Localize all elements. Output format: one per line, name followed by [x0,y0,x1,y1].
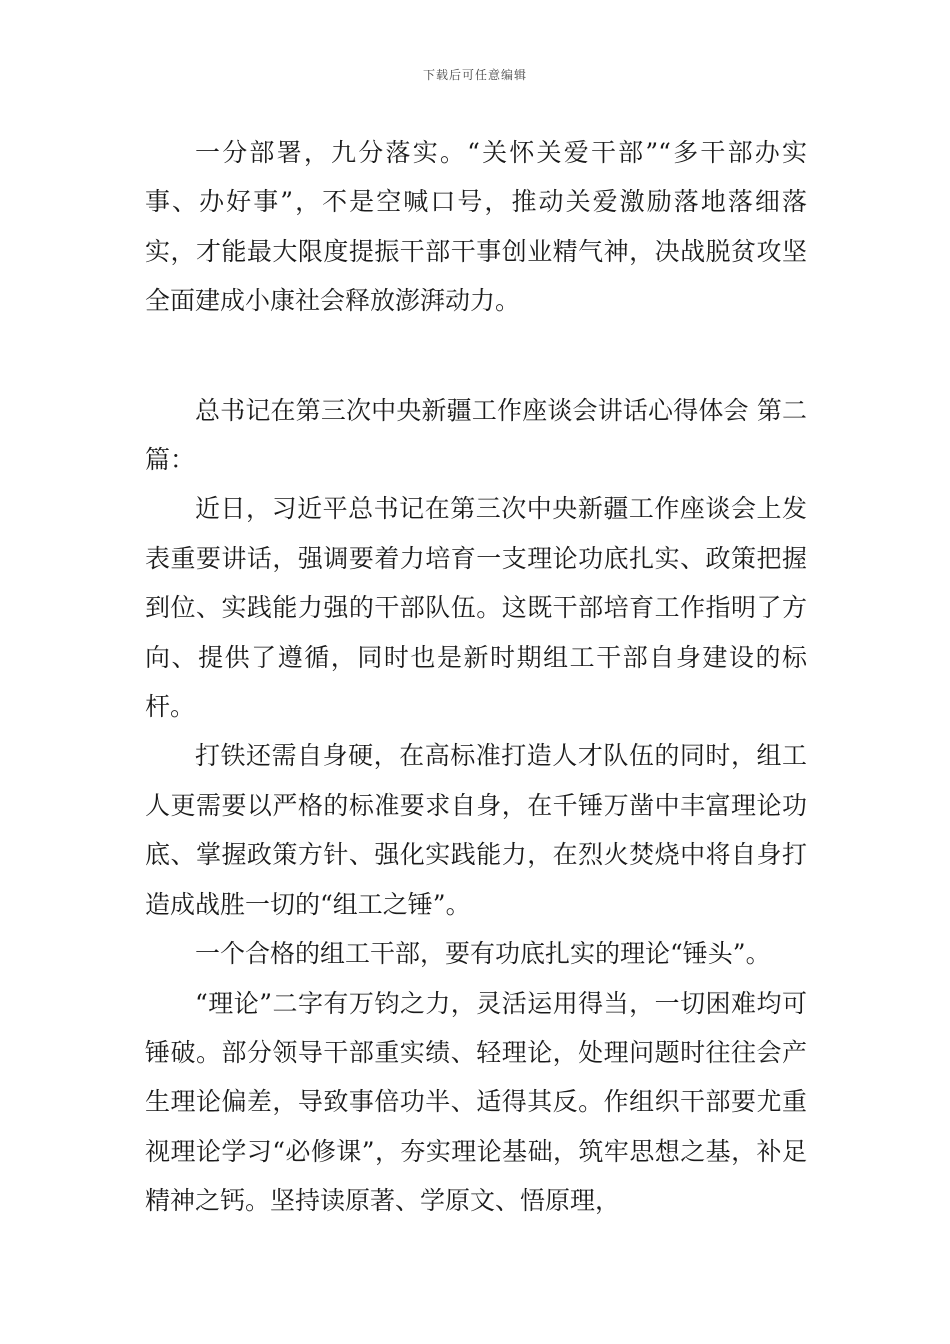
section-heading: 总书记在第三次中央新疆工作座谈会讲话心得体会 第二篇： [145,395,807,475]
document-body [145,128,807,1226]
paragraph-implementation: 一分部署，九分落实。“关怀关爱干部”“多干部办实事、办好事”，不是空喊口号，推动关爱激励落地落细落实，才能最大限度提振干部干事创业精气神，决战脱贫攻坚全面建成小康社会释放澎湃动力。 [145,138,807,316]
section-gap [145,326,807,386]
paragraph-speech: 近日，习近平总书记在第三次中央新疆工作座谈会上发表重要讲话，强调要着力培育一支理论功底扎实、政策把握到位、实践能力强的干部队伍。这既干部培育工作指明了方向、提供了遵循，同时也是新时期组工干部自身建设的标杆。 [145,494,807,722]
paragraph-theory-hammer: 一个合格的组工干部，要有功底扎实的理论“锤头”。 [195,939,771,969]
page-header: 下载后可任意编辑 [422,68,527,82]
paragraph-self-discipline: 打铁还需自身硬，在高标准打造人才队伍的同时，组工人更需要以严格的标准要求自身，在千锤万凿中丰富理论功底、掌握政策方针、强化实践能力，在烈火焚烧中将自身打造成战胜一切的“组工之锤”。 [145,741,807,919]
paragraph-theory-study: “理论”二字有万钧之力，灵活运用得当，一切困难均可锤破。部分领导干部重实绩、轻理论，处理问题时往往会产生理论偏差，导致事倍功半、适得其反。作组织干部要尤重视理论学习“必修课”，夯实理论基础，筑牢思想之基，补足精神之钙。坚持读原著、学原文、悟原理， [145,988,807,1216]
